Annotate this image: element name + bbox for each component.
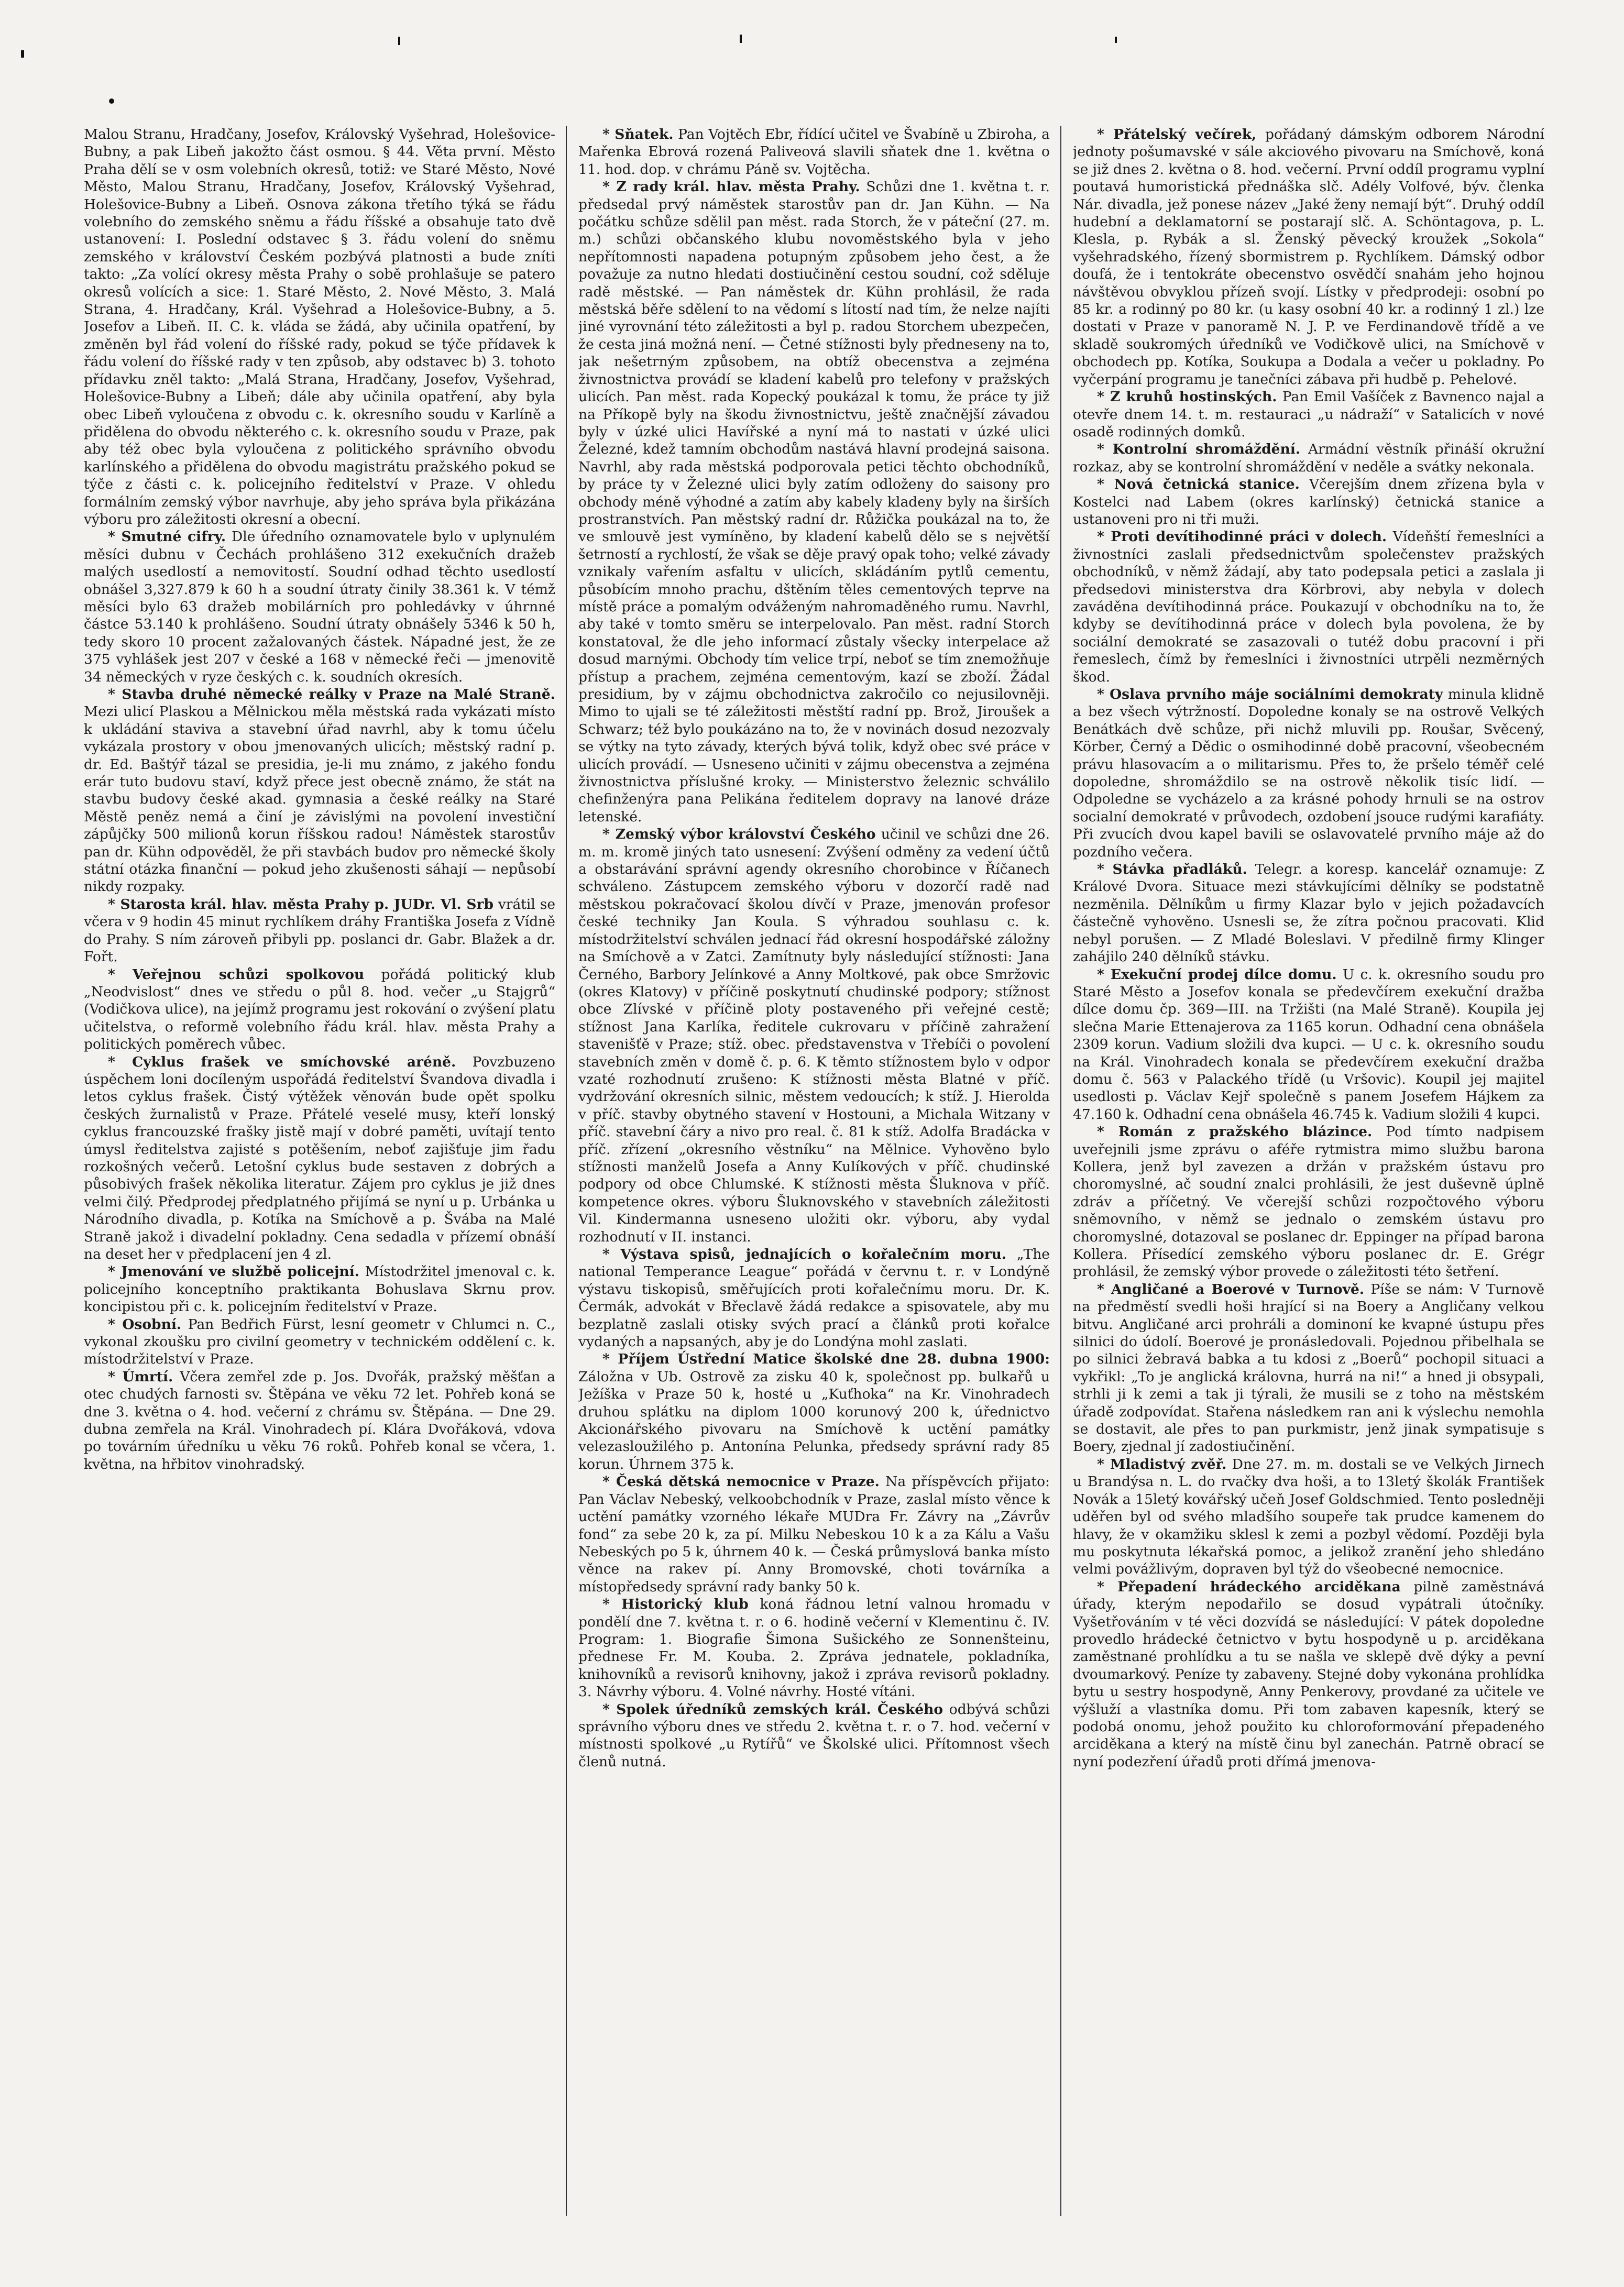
article-heading: * Veřejnou schůzi spolkovou <box>108 966 365 983</box>
article-heading: * Zemský výbor království Českého <box>602 826 876 843</box>
article-text: Místodržitel jmenoval c. k. policejního konceptního praktikanta Bohuslava Skrnu prov. koncipistou při c. k. policejním ředitelství v Praze. <box>84 1263 555 1315</box>
article-paragraph <box>1073 528 1544 686</box>
article-paragraph <box>578 178 1050 826</box>
article-heading: * Sňatek. <box>602 126 674 142</box>
article-text: pořádá politický klub „Neodvislost“ dnes ve středu o půl 8. hod. večer „u Stajgrů“ (Vodičkova ulice), na jejímž programu jest rokování o zvýšení platu učitelstva, o reformě volebního řádu král. hlav. města Prahy a politických poměrech vůbec. <box>84 966 555 1053</box>
article-heading: * Starosta král. hlav. města Prahy p. JUDr. Vl. Srb <box>108 896 493 912</box>
article-paragraph <box>84 1368 555 1473</box>
article-text: Na příspěvcích přijato: Pan Václav Nebeský, velkoobchodník v Praze, zaslal místo věnce k uctění památky vzorného lékaře MUDra Fr. Závry na „Závrův fond“ za sebe 20 k, za pí. Milku Nebeskou 10 k a za Kálu a Vašu Nebeských po 5 k, úhrnem 40 k. — Česká průmyslová banka místo věnce na rakev pí. Anny Bromovské, choti továrníka a místopředsedy správní rady banky 50 k. <box>578 1474 1050 1595</box>
article-heading: * Historický klub <box>602 1596 749 1613</box>
column-rule <box>566 126 567 2216</box>
text-column-3 <box>1073 126 1544 2221</box>
scan-mark <box>21 50 24 58</box>
article-heading: * Román z pražského blázince. <box>1097 1124 1373 1140</box>
article-paragraph <box>578 1596 1050 1700</box>
article-paragraph <box>1073 388 1544 441</box>
article-heading: * Přátelský večírek, <box>1097 126 1257 142</box>
article-paragraph <box>84 896 555 966</box>
article-heading: * Z rady král. hlav. města Prahy. <box>602 179 860 195</box>
article-heading: * Angličané a Boerové v Turnově. <box>1097 1281 1365 1298</box>
article-paragraph <box>84 966 555 1053</box>
article-text: učinil ve schůzi dne 26. m. m. kromě jiných tato usnesení: Zvýšení odměny za vedení účtů a obstarávání správní agendy okresního chorobince v Říčanech schváleno. Zástupcem zemského výboru v dozorčí radě nad městskou pokračovací školou dívčí v Praze, jmenován profesor české techniky Jan Koula. S výhradou souhlasu c. k. místodržitelství schválen jednací řád okresní hospodářské záložny na Smíchově a v Zatci. Zamítnuty byly následující stížnosti: Jana Černého, Barbory Jelínkové a Anny Moltkové, pak obce Smržovic (okres Klatovy) v příčině poskytnutí chudinské podpory; stížnost obce Zlívské v příčině ploty postaveného při veřejné cestě; stížnost Jana Karlíka, ředitele cukrovaru v příčině zahražení stavenišťě v Praze; stíž. obec. představenstva v Třebíči o povolení stavebních změn v domě č. p. 6. K těmto stížnostem bylo v odpor vzaté rozhodnutí zrušeno: K stížnosti města Blatné v příč. vydržování okresních silnic, městem vedoucích; k stíž. J. Hierolda v příč. stavby obytného stavení v Hostouni, a Michala Witzany v příč. stavební čáry a nivo pro real. č. 81 k stíž. Adolfa Bradácka v příč. zřízení „okresního věstníku“ na Mělnice. Vyhověno bylo stížnosti manželů Josefa a Anny Kulíkových v příč. chudinské podpory od obce Chlumské. K stížnosti města Šluknova v příč. kompetence okres. výboru Šluknovského v stavebních záležitosti Vil. Kindermanna usneseno uložiti okr. výboru, aby vydal rozhodnutí v II. instanci. <box>578 826 1050 1245</box>
article-text: Včera zemřel zde p. Jos. Dvořák, pražský měšťan a otec chudých farnosti sv. Štěpána ve věku 72 let. Pohřeb koná se dne 3. května o 4. hod. večerní z chrámu sv. Štěpána. — Dne 29. dubna zemřela na Král. Vinohradech pí. Klára Dvořáková, vdova po továrním úředníku u věku 76 roků. Pohřeb konal se včera, 1. května, na hřbitov vinohradský. <box>84 1368 555 1472</box>
article-text: pilně zaměstnává úřady, kterým nepodařilo se dosud vypátrali útočníky. Vyšetřováním v té věci dozvídá se následující: V pátek dopoledne provedlo hrádecké četnictvo v bytu hospodyně u p. arciděkana zaměstnané prohlídku a tu se našla ve sklepě dvě dýky a pevní dvoumarkový. Peníze ty zabaveny. Stejné doby vykonána prohlídka bytu u sestry hospodyně, Anny Penkerovy, provdané za učitele ve výšluží a vlastníka domu. Při tom zabaven kapesník, který se podobá onomu, jehož použito ku chloroformování přepadeného arciděkana a který na místě činu byl zanechán. Patrně obrací se nyní podezření úřadů proti dřímá jmenova- <box>1073 1578 1544 1770</box>
article-paragraph <box>1073 686 1544 861</box>
article-text: Včerejším dnem zřízena byla v Kostelci nad Labem (okres karlínský) četnická stanice a ustanoveni pro ni tři muži. <box>1073 476 1544 527</box>
article-paragraph <box>578 1350 1050 1473</box>
article-heading: * Stavba druhé německé reálky v Praze na Malé Straně. <box>108 686 555 702</box>
article-text: Povzbuzeno úspěchem loni docíleným uspořádá ředitelství Švandova divadla i letos cyklus frašek. Čistý výtěžek věnován bude opět spolku českých žurnalistů v Praze. Přátelé veselé musy, kteří lonský cyklus francouzské frašky jistě mají v dobré paměti, uvítají tento úmysl ředitelstva zajisté s potěšením, neboť zajišťuje jim řadu rozkošných večerů. Letošní cyklus bude sestaven z dobrých a působivých frašek několika literatur. Zájem pro cyklus je již dnes velmi čilý. Předprodej předplatného přijímá se nyní u p. Urbánka u Národního divadla, p. Kotíka na Smíchově a p. Švába na Malé Straně jakož i divadelní pokladny. Cena sedadla v přízemí obnáší na deset her v předplacení jen 4 zl. <box>84 1053 555 1262</box>
article-text: vrátil se včera v 9 hodin 45 minut rychlíkem dráhy Františka Josefa z Vídně do Prahy. S ním zároveň přibyli pp. poslanci dr. Gabr. Blažek a dr. Fořt. <box>84 896 555 965</box>
article-text: Pod tímto nadpisem uveřejnili jsme zprávu o aféře rytmistra mimo službu barona Kollera, jenž byl zavezen a držán v pražském ústavu pro choromyslné, ač soudní znalci prohlásili, že jest duševně úplně zdráv a příčetný. Ve včerejší schůzi rozpočtového výboru sněmovního, v němž se jednalo o zemském ústavu pro choromyslné, dotazoval se poslanec dr. Eppinger na případ barona Kollera. Přísedící zemského výboru poslanec dr. E. Grégr prohlásil, že zemský výbor provede o záležitosti této šetření. <box>1073 1124 1544 1280</box>
article-heading: * Z kruhů hostinských. <box>1097 389 1277 405</box>
text-column-1 <box>84 126 555 2221</box>
article-paragraph <box>1073 1123 1544 1281</box>
text-column-2 <box>578 126 1050 2221</box>
article-paragraph <box>578 126 1050 178</box>
article-heading: * Výstava spisů, jednajících o kořalečním moru. <box>602 1246 1007 1262</box>
article-text: Dle úředního oznamovatele bylo v uplynulém měsíci dubnu v Čechách prohlášeno 312 exekučních dražeb malých usedlostí a nemovitostí. Soudní odhad těchto usedlostí obnášel 3,327.879 k 60 h a soudní útraty činily 38.361 k. V témž měsíci bylo 63 dražeb mobilárních pro pohledávky v úhrnné částce 53.140 k prohlášeno. Soudní útraty obnášely 5346 k 50 h, tedy skoro 10 procent zažalovaných částek. Nápadné jest, že ze 375 vyhlášek jest 207 v české a 168 v německé řeči — jmenovitě 34 německých v ryze českých c. k. soudních okresích. <box>84 529 555 685</box>
article-paragraph <box>1073 861 1544 965</box>
article-paragraph <box>1073 476 1544 528</box>
article-heading: * Česká dětská nemocnice v Praze. <box>602 1474 880 1490</box>
article-text: pořádaný dámským odborem Národní jednoty pošumavské v sále akciového pivovaru na Smíchově, koná se již dnes 2. května o 8. hod. večerní. První oddíl programu vyplní poutavá humoristická přednáška slč. Adély Volfové, býv. členka Nár. divadla, jež ponese název „Jaké ženy nemají být“. Druhý oddíl hudební a deklamatorní se postarají slč. A. Schöntagova, p. L. Klesla, p. Rybák a sl. Ženský pěvecký kroužek „Sokola“ vyšehradského, řízený sbormistrem p. Rychlíkem. Dámský odbor doufá, že i tentokráte obecenstvo osvědčí snahám jeho hojnou návštěvou obvyklou přízeň svojí. Lístky v předprodeji: osobní po 85 kr. a rodinný po 80 kr. (u kasy osobní 40 kr. a rodinný 1 zl.) lze dostati v Praze v panoramě N. J. P. ve Ferdinandově třídě a ve skladě soukromých úředníků ve Vodičkově ulici, na Smíchově v obchodech pp. Kotíka, Soukupa a Dodala a večer u pokladny. Po vyčerpání programu je tanečníci zábava při hudbě p. Pehelové. <box>1073 126 1544 388</box>
article-paragraph <box>1073 1578 1544 1771</box>
article-text: Telegr. a koresp. kancelář oznamuje: Z Králové Dvora. Situace mezi stávkujícími dělníky se podstatně nezměnila. Dělníkům u firmy Klazar bylo v jejich požadavcích částečně vyhověno. Usnesli se, že zítra počnou pracovati. Klid nebyl porušen. — Z Mladé Boleslavi. V předilně firmy Klinger zahájilo 240 dělníků stávku. <box>1073 861 1544 965</box>
article-heading: * Smutné cifry. <box>108 529 226 545</box>
article-paragraph <box>578 826 1050 1246</box>
article-text: Armádní věstník přináší okružní rozkaz, aby se kontrolní shromáždění v neděle a svátky nekonala. <box>1073 441 1544 475</box>
article-paragraph <box>578 1701 1050 1771</box>
article-text: Mezi ulicí Plaskou a Mělnickou měla městská rada vykázati místo k ukládání staviva a stavební úřad navrhl, aby k tomu účelu vykázala prostory v obou jmenovaných ulicích; městský radní p. dr. Ed. Baštýř tázal se presidia, je-li mu známo, z jakého fondu erár tuto budovu staví, když přece jest obecně známo, že stát na stavbu budovy české akad. gymnasia a české reálky na Staré Městě peněz nemá a činí je závislými na povolení investiční zápůjčky 500 milionů korun říšskou radou! Náměstek starostův pan dr. Kühn odpověděl, že při stavbách budov pro německé školy státní otázka finanční — pokud jeho zkušenosti sáhají — nepůsobí nikdy rozpaky. <box>84 703 555 895</box>
article-paragraph <box>84 126 555 528</box>
article-text: Pan Emil Vašíček z Bavnenco najal a otevře dnem 14. t. m. restauraci „u nádraží“ v Satalicích v nové osadě rodinných domků. <box>1073 389 1544 440</box>
article-text: Schůzi dne 1. května t. r. předsedal prvý náměstek starostův pan dr. Jan Kühn. — Na počátku schůze sdělil pan měst. rada Storch, že v páteční (27. m. m.) schůzi občanského klubu novoměstského byla v jeho nepřítomnosti napadena potupným způsobem jeho čest, a že považuje za nutno hledati dostiučinění cestou soudní, což sděluje radě městské. — Pan náměstek dr. Kühn prohlásil, že rada městská běře sdělení to na vědomí s lítostí nad tím, že nelze najíti jiné vyrovnání této záležitosti a byl p. radou Storchem ubezpečen, že cesta jiná možná není. — Četné stížnosti byly předneseny na to, jak nešetrným způsobem, na obtíž obecenstva a zejména živnostnictva provádí se kladení kabelů pro telefony v pražských ulicích. Pan měst. rada Kopecký poukázal k tomu, že práce ty již na Příkopě byly na škodu živnostnictvu, ještě značnější závadou byly v úzké ulici Havířské a nyní má to nastati v úzké ulici Železné, kdež tamním obchodům nastává hlavní prodejná saisona. Navrhl, aby rada městská podporovala petici těchto obchodníků, by práce ty v Železné ulici byly zatím odloženy do saisony pro obchody méně výhodné a zatím aby kabely kladeny byly na širších prostranstvích. Pan městský radní dr. Růžička poukázal na to, že ve smlouvě jest vymíněno, by kladení kabelů dělo se s největší šetrností a rychlostí, že však se děje pravý opak toho; velké závady vznikaly vařením asfaltu v ulicích, skládáním pytlů cementu, působícím mnoho prachu, dštěním těles cementových teprve na místě práce a pomalým odváženým nahromaděného rumu. Navrhl, aby také v tomto směru se interpelovalo. Pan měst. radní Storch konstatoval, že dle jeho informací zůstaly všecky interpelace až dosud marnými. Obchody tím velice trpí, neboť se tím znemožňuje přístup a prachem, zejména cementovým, kazí se zboží. Žádal presidium, by v zájmu obchodnictva zakročilo co nejusilovněji. Mimo to ujali se té záležitosti městští radní pp. Brož, Jiroušek a Schwarz; též bylo poukázáno na to, že v novinách dosud nezozvaly se výtky na tyto závady, kterých bývá tolik, když obec své práce v ulicích provádí. — Usneseno učiniti v zájmu obecenstva a zejména živnostnictva příslušné kroky. — Ministerstvo železnic schválilo chefinženýra pana Pelikána ředitelem dopravy na lanové dráze letenské. <box>578 179 1050 825</box>
article-heading: * Exekuční prodej dílce domu. <box>1097 966 1337 983</box>
article-paragraph <box>84 686 555 896</box>
article-text: Pan Vojtěch Ebr, řídící učitel ve Švabíně u Zbiroha, a Mařenka Ebrová rozená Paliveová slavili sňatek dne 1. května o 11. hod. dop. v chrámu Páně sv. Vojtěcha. <box>578 126 1050 178</box>
article-text: Pan Bedřich Fürst, lesní geometr v Chlumci n. C., vykonal zkoušku pro civilní geometry v technickém oddělení c. k. místodržitelství v Praze. <box>84 1316 555 1368</box>
article-paragraph <box>1073 441 1544 476</box>
article-paragraph <box>84 1316 555 1368</box>
article-paragraph <box>84 528 555 686</box>
scan-mark <box>740 35 742 43</box>
article-paragraph <box>84 1053 555 1263</box>
article-text: Záložna v Ub. Ostrově za zisku 40 k, společnost pp. bulkařů u Ježíška v Praze 50 k, hosté u „Kuťhoka“ na Kr. Vinohradech druhou splátku na diplom 1000 korunový 200 k, úřednictvo Akcionářského pivovaru na Smíchově k uctění památky velezasloužilého p. Antonína Pelunka, předsedy správní rady 85 korun. Úhrnem 375 k. <box>578 1368 1050 1472</box>
article-heading: * Cyklus frašek ve smíchovské aréně. <box>108 1053 456 1070</box>
article-text: minula klidně a bez všech výtržností. Dopoledne konaly se na ostrově Velkých Benátkách dvě schůze, při nichž mluvili pp. Roušar, Svěcený, Körber, Černý a Dědic o osmihodinné době pracovní, všeobecném právu hlasovacím a o militarismu. Přes to, že pršelo téměř celé dopoledne, shromáždilo se na ostrově několik tisíc lidí. — Odpoledne se vycházelo a za krásné pohody hrnuli se na ostrov socialní demokraté v průvodech, ozdobení jsouce rudými karafiáty. Při zvucích dvou kapel bavili se oslavovatelé prvního máje až do pozdního večera. <box>1073 686 1544 860</box>
article-text: Vídeňští řemeslníci a živnostníci zaslali předsednictvům společenstev pražských obchodníků, v němž žádají, aby tato podepsala petici a zaslala ji předsedovi ministerstva dra Körbrovi, aby nebyla v dolech zaváděna devítihodinná práce. Poukazují v obchodníku na to, že kdyby se devítihodinná práce v dolech byla povolena, že by sociální demokraté se zasazovali o tutéž dobu pracovní i při řemeslech, čímž by řemeslníci i živnostníci utrpěli nezměrných škod. <box>1073 529 1544 685</box>
article-text: „The national Temperance League“ pořádá v červnu t. r. v Londýně výstavu tiskopisů, směřujících proti kořalečnímu moru. Dr. K. Čermák, advokát v Břeclavě žádá redakce a spisovatele, aby mu bezplatně zaslali otisky svých prací a článků proti kořalce vydaných a napsaných, aby je do Londýna mohl zaslati. <box>578 1246 1050 1350</box>
article-heading: * Příjem Ústřední Matice školské dne 28. dubna 1900: <box>602 1351 1050 1368</box>
article-heading: * Proti devítihodinné práci v dolech. <box>1097 529 1387 545</box>
article-text: koná řádnou letní valnou hromadu v pondělí dne 7. května t. r. o 6. hodině večerní v Klementinu č. IV. Program: 1. Biografie Šimona Sušického ze Sonnenšteinu, přednese Fr. M. Kouba. 2. Zpráva jednatele, pokladníka, knihovníků a revisorů knihovny, jakož i zpráva revisorů pokladny. 3. Návrhy výboru. 4. Volné návrhy. Hosté vítáni. <box>578 1596 1050 1700</box>
scan-mark <box>398 37 400 45</box>
article-paragraph <box>578 1473 1050 1596</box>
article-heading: * Nová četnická stanice. <box>1097 476 1300 493</box>
article-heading: * Přepadení hrádeckého arciděkana <box>1097 1578 1401 1595</box>
article-text: Píše se nám: V Turnově na předměstí svedli hoši hrající si na Boery a Angličany velkou bitvu. Angličané arci prohráli a dominoní ke kvapné ústupu přes silnici do údolí. Boerové je pronásledovali. Pojednou přibelhala se po silnici žebravá babka a tu kdosi z „Boerů“ pochopil situaci a vykřikl: „To je anglická královna, hurrá na ni!“ a hned ji obsypali, strhli ji k zemi a tak ji týrali, že musili se z toho na městském úřadě zodpovídat. Stařena následkem ran ani k výslechu nemohla se dostavit, ale přes to pan purkmistr, jenž jinak sympatisuje s Boery, zjednal jí zadostiučinění. <box>1073 1281 1544 1455</box>
article-paragraph <box>1073 966 1544 1124</box>
article-paragraph <box>1073 126 1544 388</box>
article-heading: * Stávka přadláků. <box>1097 861 1247 878</box>
article-heading: * Kontrolní shromáždění. <box>1097 441 1301 458</box>
article-heading: * Úmrtí. <box>108 1368 173 1385</box>
article-paragraph <box>1073 1456 1544 1578</box>
article-paragraph <box>578 1246 1050 1350</box>
article-heading: * Oslava prvního máje sociálními demokraty <box>1097 686 1443 702</box>
article-text: Malou Stranu, Hradčany, Josefov, Královský Vyšehrad, Holešovice-Bubny, a pak Libeň jakožto část osmou. § 44. Věta první. Město Praha dělí se v osm volebních okresů, totiž: ve Staré Město, Nové Město, Malou Stranu, Hradčany, Josefov, Královský Vyšehrad, Holešovice-Bubny a Libeň. Osnova zákona třetího týká se řádu volebního do zemského sněmu a řádu říšské a obsahuje tato dvě ustanovení: I. Poslední odstavec § 3. řádu volení do sněmu zemského v království Českém pozbývá platnosti a bude zníti takto: „Za volící okresy města Prahy o sobě prohlašuje se patero okresů volících a sice: 1. Staré Město, 2. Nové Město, 3. Malá Strana, 4. Hradčany, Král. Vyšehrad a Holešovice-Bubny, a 5. Josefov a Libeň. II. C. k. vláda se žádá, aby učinila opatření, by změněn byl řád volení do říšské rady, pokud se týče přídavek k řádu volení do říšské rady v ten způsob, aby odstavec b) 3. tohoto přídavku zněl takto: „Malá Strana, Hradčany, Josefov, Vyšehrad, Holešovice-Bubny a Libeň; dále aby učinila opatření, aby byla obec Libeň vyloučena z obvodu c. k. okresního soudu v Karlíně a přidělena do obvodu některého c. k. okresního soudu v Praze, pak aby též obec byla vyloučena z politického správního obvodu karlínského a přidělena do obvodu magistrátu pražského pokud se týče z části c. k. policejního ředitelství v Praze. V ohledu formálním zemský výbor navrhuje, aby jeho správa byla přikázána výboru pro záležitosti okresní a obecní. <box>84 126 555 527</box>
article-heading: * Spolek úředníků zemských král. Českého <box>602 1701 943 1718</box>
article-paragraph <box>1073 1281 1544 1456</box>
article-paragraph <box>84 1263 555 1315</box>
article-text: Dne 27. m. m. dostali se ve Velkých Jirnech u Brandýsa n. L. do rvačky dva hoši, a to 13letý školák František Novák a 15letý kovářský učeň Josef Goldschmied. Tento posledněji uděřen byl od svého mladšího soupeře tak prudce kamenem do hlavy, že v okamžiku sklesl k zemi a pozbyl vědomí. Později byla mu poskytnuta lékařská pomoc, a jelikož zranění jeho shledáno velmi povážlivým, dopraven byl týž do všeobecné nemocnice. <box>1073 1456 1544 1578</box>
scan-mark <box>109 98 114 104</box>
article-heading: * Mladistvý zvěř. <box>1097 1456 1227 1472</box>
article-heading: * Osobní. <box>108 1316 182 1333</box>
article-text: U c. k. okresního soudu pro Staré Město a Josefov konala se předevčírem exekuční dražba dílce domu čp. 369—III. na Tržišti (na Malé Straně). Koupila jej slečna Marie Ettenajerova za 1165 korun. Odhadní cena obnášela 2309 korun. Vadium složili dva kupci. — U c. k. okresního soudu na Král. Vinohradech konala se předevčírem exekuční dražba domu č. 563 v Palackého třídě (u Vršovic). Koupil jej majitel usedlosti p. Václav Kejř společně s panem Josefem Hájkem za 47.160 k. Odhadní cena obnášela 46.745 k. Vadium složili 4 kupci. <box>1073 966 1544 1123</box>
column-rule <box>1060 126 1061 2216</box>
scan-mark <box>1115 37 1117 43</box>
article-text: odbývá schůzi správního výboru dnes ve středu 2. května t. r. o 7. hod. večerní v místnosti spolkové „u Rytířů“ ve Školské ulici. Přítomnost všech členů nutná. <box>578 1701 1050 1770</box>
article-heading: * Jmenování ve službě policejní. <box>108 1263 360 1280</box>
